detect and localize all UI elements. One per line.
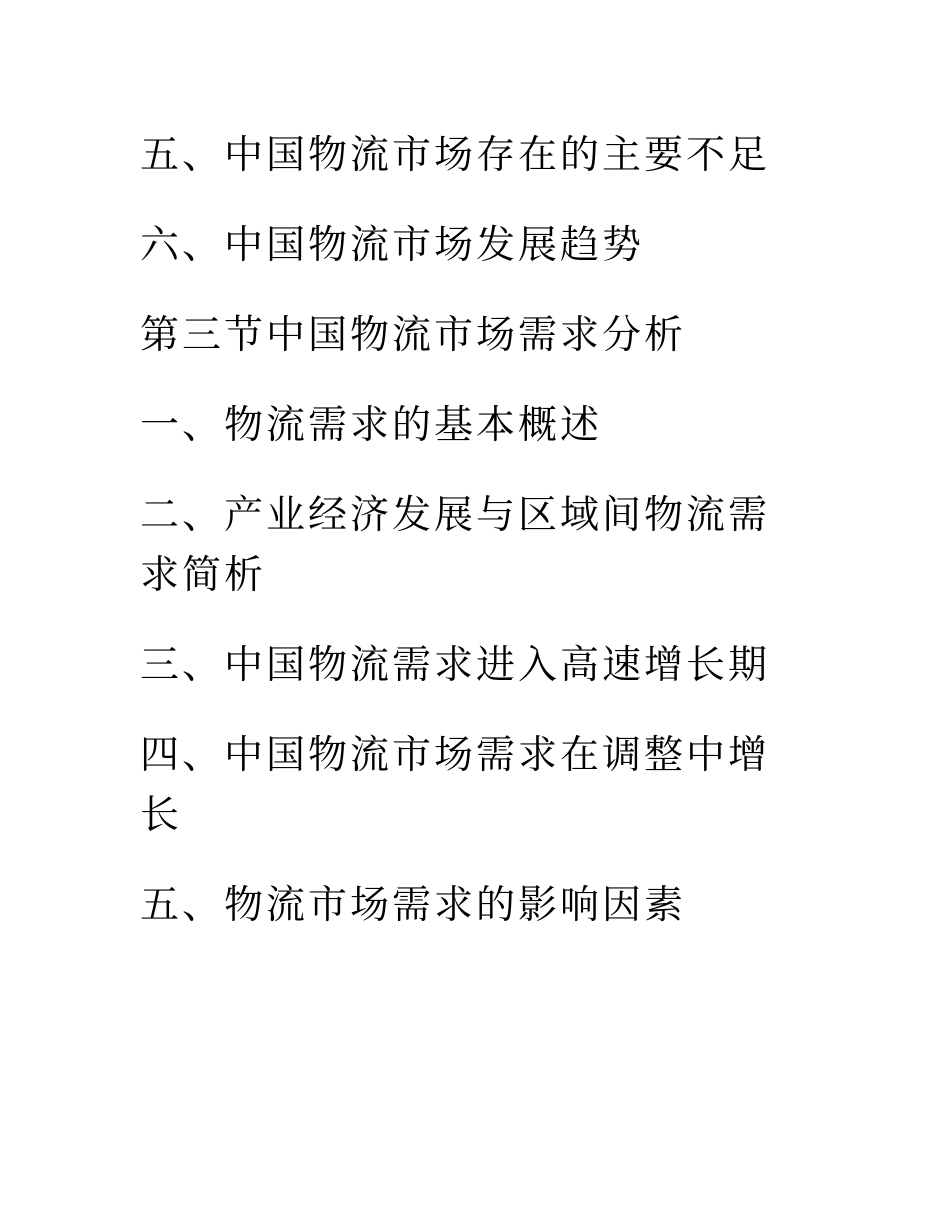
toc-entry-market-shortcomings: 五、中国物流市场存在的主要不足 (140, 133, 771, 178)
toc-entry-demand-overview: 一、物流需求的基本概述 (140, 403, 603, 448)
table-of-contents (140, 126, 790, 966)
toc-entry-demand-factors: 五、物流市场需求的影响因素 (140, 883, 687, 928)
toc-entry-high-growth: 三、中国物流需求进入高速增长期 (140, 643, 771, 688)
toc-entry-growth-adjustment: 四、中国物流市场需求在调整中增长 (140, 733, 771, 838)
toc-entry-section-3-heading: 第三节中国物流市场需求分析 (140, 313, 687, 358)
toc-entry-regional-demand: 二、产业经济发展与区域间物流需求简析 (140, 493, 771, 598)
toc-entry-market-trends: 六、中国物流市场发展趋势 (140, 223, 645, 268)
